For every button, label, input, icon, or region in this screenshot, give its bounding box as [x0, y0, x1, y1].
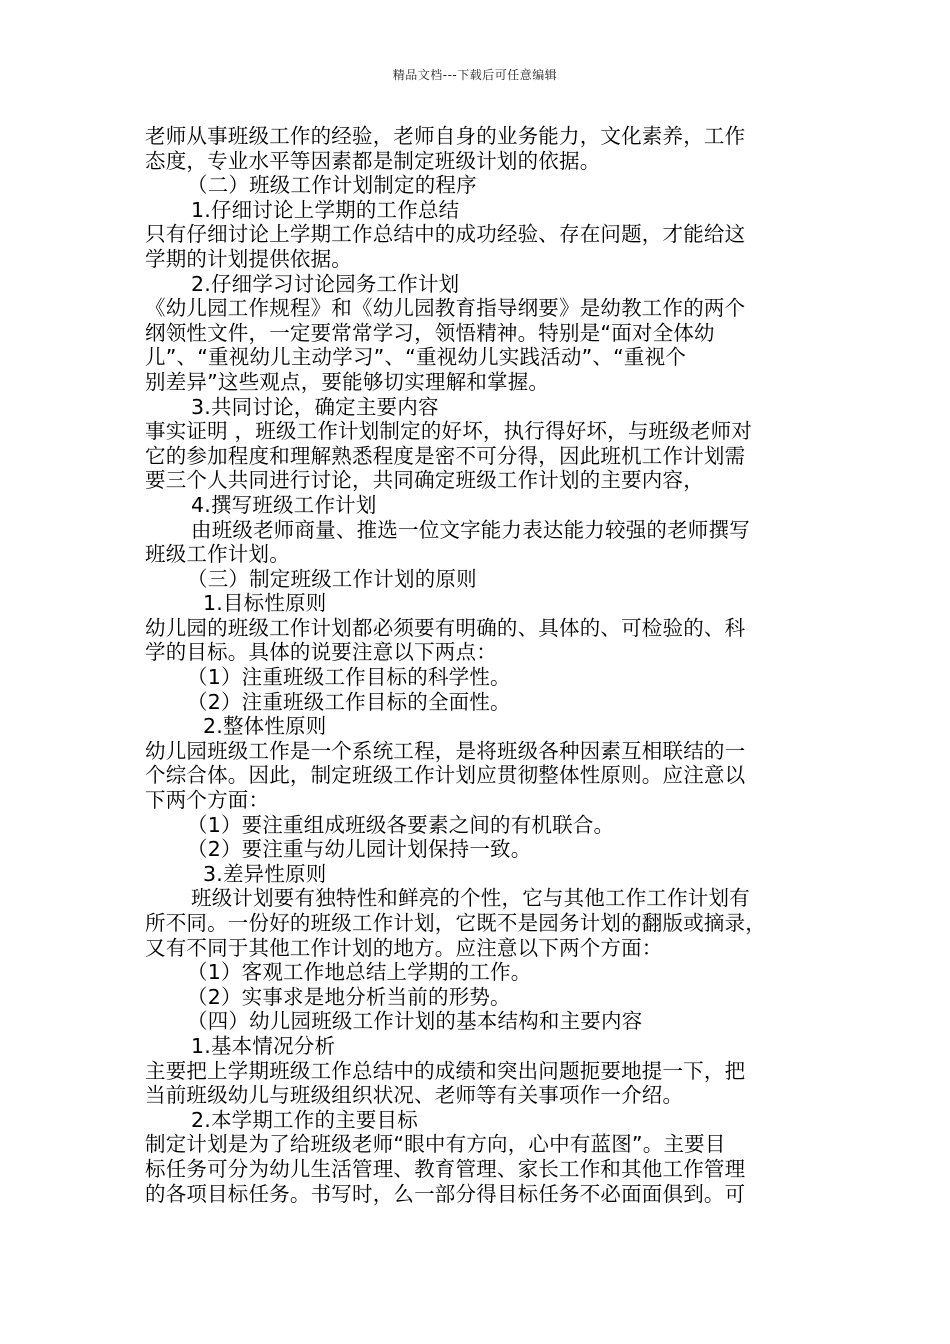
- text-line: 2.本学期工作的主要目标: [191, 1107, 418, 1132]
- text-line: 班级计划要有独特性和鲜亮的个性，它与其他工作工作计划有: [191, 886, 750, 911]
- text-line: （二）班级工作计划制定的程序: [187, 173, 477, 198]
- text-line: 事实证明 ，班级工作计划制定的好坏，执行得好坏，与班级老师对: [145, 419, 753, 444]
- text-line: 幼儿园的班级工作计划都必须要有明确的、具体的、可检验的、科: [145, 615, 746, 640]
- text-line: 当前班级幼儿与班级组织状况、老师等有关事项作一介绍。: [145, 1083, 684, 1108]
- text-line: 要三个人共同进行讨论，共同确定班级工作计划的主要内容，: [145, 468, 704, 493]
- text-line: 学期的计划提供依据。: [145, 246, 352, 271]
- text-line: 学的目标。具体的说要注意以下两点：: [145, 640, 497, 665]
- text-line: 个综合体。因此，制定班级工作计划应贯彻整体性原则。应注意以: [145, 763, 746, 788]
- text-line: 2.整体性原则: [203, 714, 327, 739]
- text-line: 3.差异性原则: [203, 861, 327, 886]
- text-line: 1.目标性原则: [203, 591, 327, 616]
- text-line: （1）客观工作地总结上学期的工作。: [187, 960, 532, 985]
- text-line: 标任务可分为幼儿生活管理、教育管理、家长工作和其他工作管理: [145, 1156, 746, 1181]
- text-line: 1.基本情况分析: [191, 1033, 336, 1058]
- text-line: 又有不同于其他工作计划的地方。应注意以下两个方面：: [145, 935, 663, 960]
- text-line: 由班级老师商量、推选一位文字能力表达能力较强的老师撰写: [191, 517, 750, 542]
- text-line: 幼儿园班级工作是一个系统工程，是将班级各种因素互相联结的一: [145, 738, 746, 763]
- text-line: 只有仔细讨论上学期工作总结中的成功经验、存在问题，才能给这: [145, 222, 746, 247]
- text-line: 4.撰写班级工作计划: [191, 492, 377, 517]
- text-line: 主要把上学期班级工作总结中的成绩和突出问题扼要地提一下，把: [145, 1058, 746, 1083]
- text-line: （2）要注重与幼儿园计划保持一致。: [187, 837, 532, 862]
- text-line: 《幼儿园工作规程》和《幼儿园教育指导纲要》是幼教工作的两个: [145, 296, 746, 321]
- text-line: 所不同。一份好的班级工作计划，它既不是园务计划的翻版或摘录，: [145, 911, 766, 935]
- text-line: 别差异”这些观点，要能够切实理解和掌握。: [145, 369, 550, 394]
- text-line: （1）注重班级工作目标的科学性。: [187, 665, 511, 690]
- document-body: [145, 124, 810, 1206]
- text-line: 儿”、“重视幼儿主动学习”、“重视幼儿实践活动”、“重视个: [145, 345, 687, 370]
- text-line: （三）制定班级工作计划的原则: [187, 566, 477, 591]
- text-line: （四）幼儿园班级工作计划的基本结构和主要内容: [187, 1009, 643, 1034]
- text-line: 纲领性文件，一定要常常学习，领悟精神。特别是“面对全体幼: [145, 320, 715, 345]
- text-line: 3.共同讨论，确定主要内容: [191, 394, 439, 419]
- text-line: 老师从事班级工作的经验，老师自身的业务能力，文化素养，工作: [145, 124, 746, 148]
- text-line: 下两个方面：: [145, 788, 270, 813]
- text-line: 2.仔细学习讨论园务工作计划: [191, 271, 460, 296]
- text-line: 它的参加程度和理解熟悉程度是密不可分得，因此班机工作计划需: [145, 443, 746, 468]
- text-line: 制定计划是为了给班级老师“眼中有方向，心中有蓝图”。主要目: [145, 1132, 726, 1157]
- text-line: （2）注重班级工作目标的全面性。: [187, 689, 511, 714]
- text-line: 1.仔细讨论上学期的工作总结: [191, 197, 460, 222]
- text-line: （1）要注重组成班级各要素之间的有机联合。: [187, 812, 615, 837]
- text-line: 态度，专业水平等因素都是制定班级计划的依据。: [145, 148, 601, 173]
- text-line: 的各项目标任务。书写时，么一部分得目标任务不必面面俱到。可: [145, 1181, 746, 1206]
- page-header: 精品文档---下载后可任意编辑: [392, 68, 558, 82]
- text-line: （2）实事求是地分析当前的形势。: [187, 984, 511, 1009]
- text-line: 班级工作计划。: [145, 542, 290, 567]
